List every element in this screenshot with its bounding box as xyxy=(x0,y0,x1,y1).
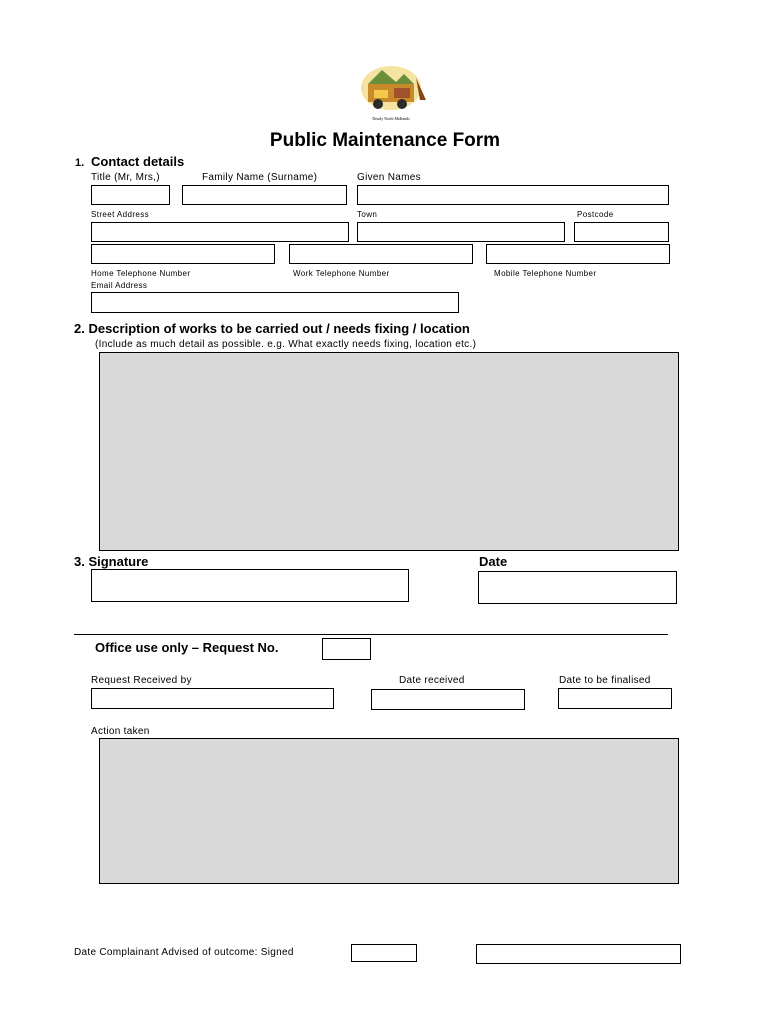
date-finalised-field[interactable] xyxy=(558,688,672,709)
street-address-field[interactable] xyxy=(91,222,349,242)
given-names-label: Given Names xyxy=(357,172,421,183)
svg-text:Dearly North Midlands: Dearly North Midlands xyxy=(372,116,410,121)
town-field[interactable] xyxy=(357,222,565,242)
date-finalised-label: Date to be finalised xyxy=(559,675,651,686)
mobile-phone-field[interactable] xyxy=(486,244,670,264)
postcode-field[interactable] xyxy=(574,222,669,242)
description-field[interactable] xyxy=(99,352,679,551)
shire-council-logo xyxy=(338,48,444,122)
family-name-field[interactable] xyxy=(182,185,347,205)
family-name-label: Family Name (Surname) xyxy=(202,172,318,183)
action-taken-label: Action taken xyxy=(91,726,150,737)
given-names-field[interactable] xyxy=(357,185,669,205)
advised-signed-field[interactable] xyxy=(476,944,681,964)
work-phone-label: Work Telephone Number xyxy=(293,269,390,278)
received-by-label: Request Received by xyxy=(91,675,192,686)
office-use-title: Office use only – Request No. xyxy=(95,640,279,655)
home-phone-label: Home Telephone Number xyxy=(91,269,191,278)
town-label: Town xyxy=(357,210,378,219)
work-phone-field[interactable] xyxy=(289,244,473,264)
email-field[interactable] xyxy=(91,292,459,313)
date-field[interactable] xyxy=(478,571,677,604)
postcode-label: Postcode xyxy=(577,210,614,219)
title-field[interactable] xyxy=(91,185,170,205)
advised-date-field[interactable] xyxy=(351,944,417,962)
street-address-label: Street Address xyxy=(91,210,150,219)
section1-number: 1. xyxy=(75,157,85,169)
section2-hint: (Include as much detail as possible. e.g. What exactly needs fixing, location etc.) xyxy=(95,339,477,350)
section1-title: Contact details xyxy=(91,154,185,169)
form-title: Public Maintenance Form xyxy=(269,130,501,151)
home-phone-field[interactable] xyxy=(91,244,275,264)
section2-title: 2. Description of works to be carried out / needs fixing / location xyxy=(74,321,470,336)
mobile-phone-label: Mobile Telephone Number xyxy=(494,269,597,278)
section3-title: 3. Signature xyxy=(74,554,149,569)
received-by-field[interactable] xyxy=(91,688,334,709)
date-received-label: Date received xyxy=(399,675,465,686)
email-label: Email Address xyxy=(91,281,148,290)
date-received-field[interactable] xyxy=(371,689,525,710)
request-number-field[interactable] xyxy=(322,638,371,660)
advised-label: Date Complainant Advised of outcome: Signed xyxy=(74,947,294,958)
office-divider xyxy=(74,634,668,635)
date-label: Date xyxy=(479,554,508,569)
title-label: Title (Mr, Mrs,) xyxy=(91,172,160,183)
action-taken-field[interactable] xyxy=(99,738,679,884)
signature-field[interactable] xyxy=(91,569,409,602)
